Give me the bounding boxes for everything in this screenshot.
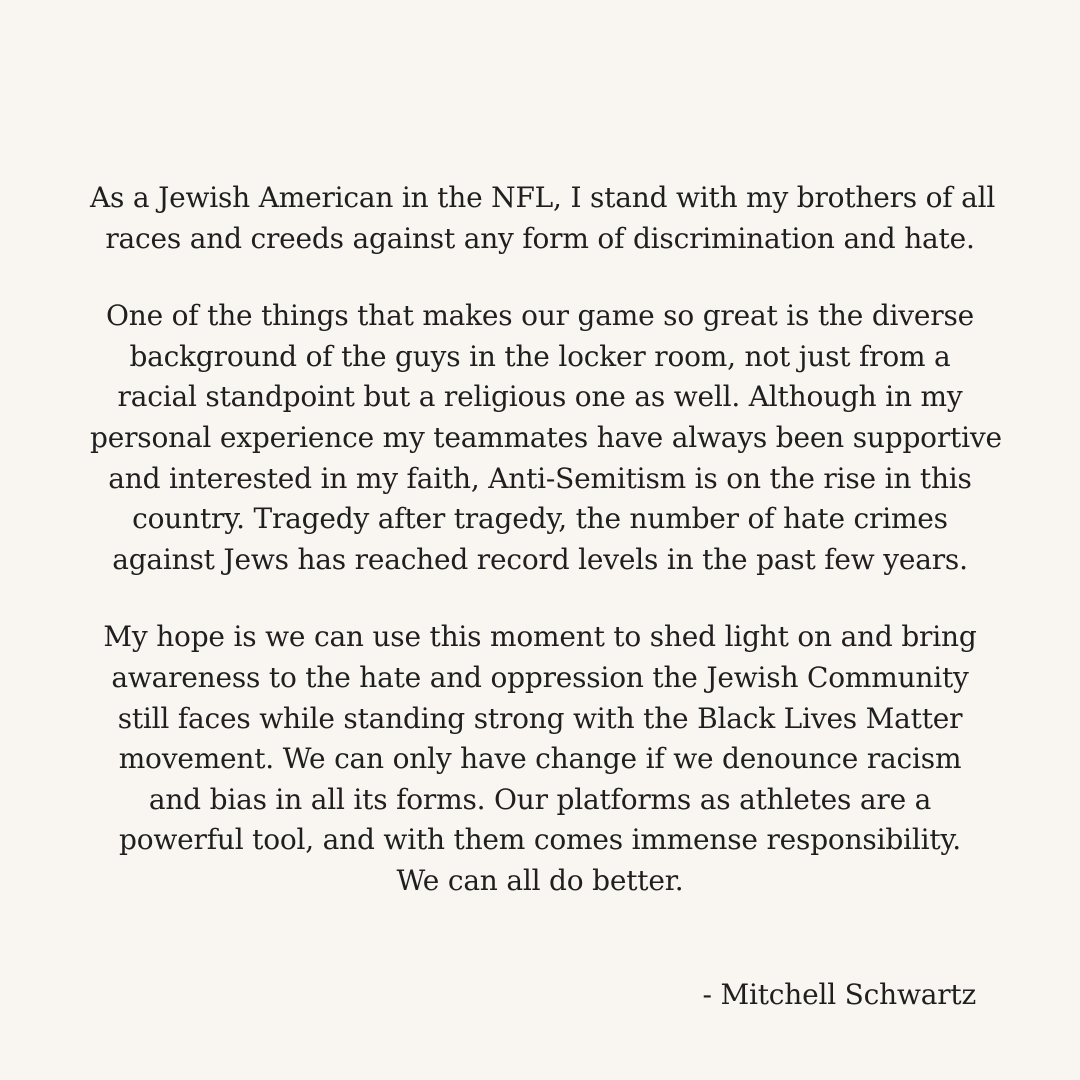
paragraph-3 — [90, 617, 990, 901]
text-line: movement. We can only have change if we denounce racism — [118, 742, 962, 776]
statement-body — [90, 178, 1002, 902]
text-line: country. Tragedy after tragedy, the number of hate crimes — [132, 502, 948, 536]
signature: - Mitchell Schwartz — [702, 978, 976, 1011]
text-line: background of the guys in the locker room, not just from a — [129, 339, 951, 373]
text-line: and interested in my faith, Anti-Semitism is on the rise in this — [108, 461, 972, 495]
text-line: As a Jewish American in the NFL, I stand with my brothers of all — [90, 181, 996, 214]
text-line: and bias in all its forms. Our platforms as athletes are a — [148, 782, 932, 816]
text-line: powerful tool, and with them comes immense responsibility. — [119, 823, 961, 857]
text-line: personal experience my teammates have always been supportive — [90, 420, 1002, 454]
paragraph-1 — [90, 178, 996, 259]
text-line: racial standpoint but a religious one as well. Although in my — [117, 380, 963, 414]
text-line: against Jews has reached record levels in the past few years. — [112, 542, 968, 576]
text-line: races and creeds against any form of discrimination and hate. — [105, 221, 975, 255]
text-line: We can all do better. — [396, 863, 684, 897]
text-line: My hope is we can use this moment to shed light on and bring — [103, 620, 977, 654]
text-line: awareness to the hate and oppression the Jewish Community — [111, 660, 969, 694]
paragraph-2 — [90, 296, 1002, 580]
text-line: One of the things that makes our game so great is the diverse — [105, 299, 975, 333]
text-line: still faces while standing strong with the Black Lives Matter — [117, 701, 963, 735]
